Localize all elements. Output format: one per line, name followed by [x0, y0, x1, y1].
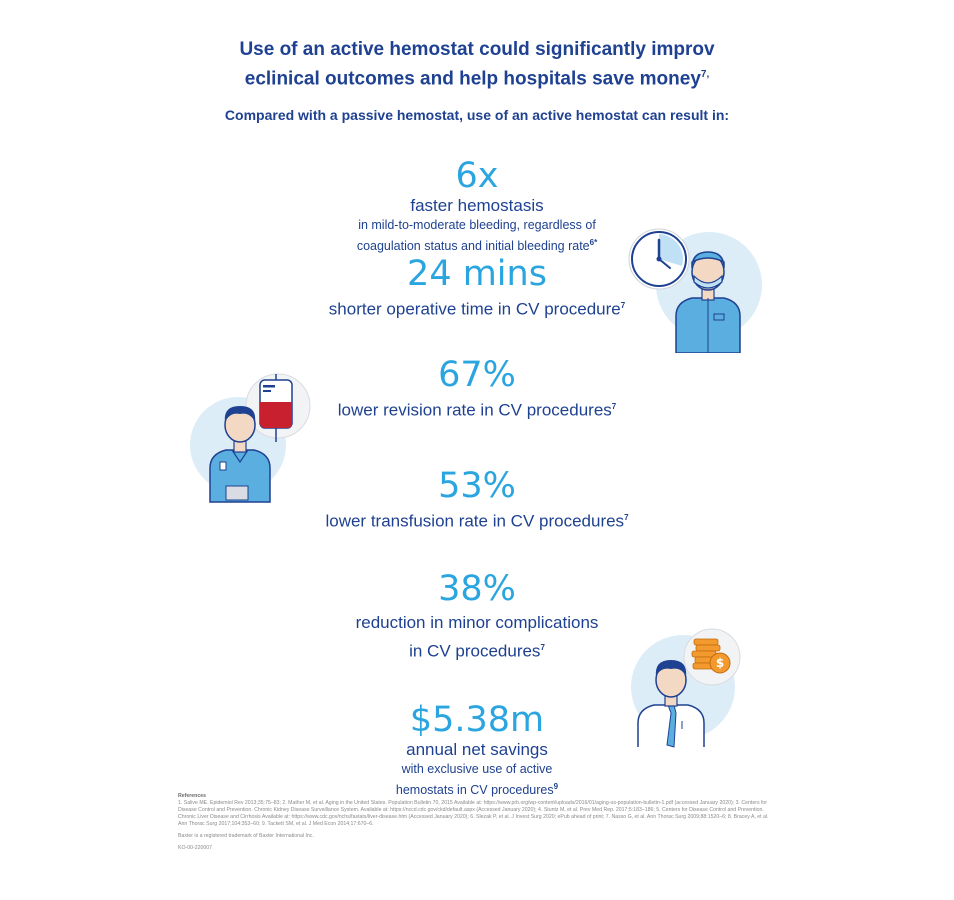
coins-dollar-icon [684, 629, 740, 685]
nurse-with-blood-bag-illustration [190, 370, 320, 505]
trademark-notice: Baxter is a registered trademark of Baxter International Inc. [178, 833, 314, 839]
stat-label-line-1: reduction in minor complications [355, 613, 599, 632]
stat-value: $5.38m [409, 700, 545, 740]
references-section [178, 793, 778, 852]
document-code: KO-00-220007 [178, 845, 213, 851]
stat-revision-rate [277, 356, 677, 422]
subheading: Compared with a passive hemostat, use of an active hemostat can result in: [224, 107, 730, 123]
stat-minor-complications [277, 570, 677, 664]
stat-label: lower revision rate in CV procedures$^7$ [337, 400, 617, 420]
headline [150, 37, 804, 91]
headline-line-1: Use of an active hemostat could significantly improv [239, 39, 715, 60]
stat-value: 53% [438, 466, 516, 506]
stat-detail-line-1: with exclusive use of active [401, 762, 553, 776]
stat-detail-line-2: coagulation status and initial bleeding rate$^{6*}$ [356, 238, 598, 254]
headline-line-2: eclinical outcomes and help hospitals save money$^{7,}$ [244, 68, 710, 90]
stat-label: lower transfusion rate in CV procedures$^7$ [325, 511, 629, 531]
stat-value: 67% [438, 355, 516, 395]
stat-transfusion-rate [277, 467, 677, 533]
stat-value: 38% [438, 569, 516, 609]
stat-detail-line-2: hemostats in CV procedures$^9$ [395, 782, 559, 798]
stat-label: annual net savings [406, 740, 548, 759]
stat-label-line-2: in CV procedures$^7$ [409, 641, 545, 661]
stat-value: 6x [455, 156, 499, 196]
clock-icon [629, 229, 689, 289]
stat-faster-hemostasis [277, 157, 677, 255]
surgeon-with-clock-illustration [626, 228, 766, 353]
references-title: References [178, 793, 206, 799]
stat-operative-time [277, 255, 677, 321]
references-text: 1. Salive ME. Epidemiol Rev 2013;35:75–83; 2. Mather M, et al. Aging in the United States. Population Bulletin 70, 2015 Available at: https://www.prb.org/wp-content/uploads/2016/01/aging-us-population-bulletin-1.pdf (accessed January 2020); 3. Centers for Disease Control and Prevention. Chronic Kidney Disease Surveillance System. Available at: https://nccd.cdc.gov/ckd/default.aspx (Accessed January 2020); 4. Stuntz M, et al. Prev Med Rep. 2017;5:183–186; 5. Centers for Disease Control and Prevention. Chronic Liver Disease and Cirrhosis Available at: https://www.cdc.gov/nchs/fastats/liver-disease.htm (Accessed January 2020); 6. Slezak P, et al. J Invest Surg 2020; ePub ahead of print; 7. Nasso G, et al. Ann Thorac Surg 2009;88:1520–6; 8. Bracey A, et al. Ann Thorac Surg 2017;104:353–60; 9. Tackett SM, et al. J Med Econ 2014;17:670–6. [178, 800, 769, 827]
stat-value: 24 mins [407, 254, 547, 294]
stat-net-savings [277, 701, 677, 799]
stat-label: shorter operative time in CV procedure$^7$ [328, 299, 626, 319]
stat-detail-line-1: in mild-to-moderate bleeding, regardless of [358, 218, 596, 232]
businessman-with-coins-illustration [628, 625, 748, 750]
headline-superscript: 7, [700, 69, 710, 80]
svg-text:$: $ [715, 656, 725, 670]
stat-label: faster hemostasis [410, 196, 544, 215]
